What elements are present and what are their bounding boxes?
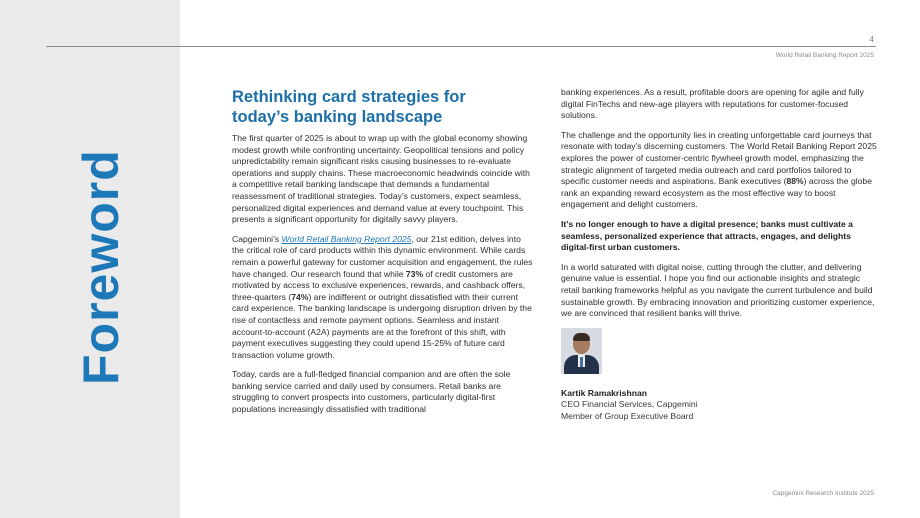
paragraph-4: banking experiences. As a result, profitable doors are opening for agile and fully digital FinTechs and new-age players with reputations for customer-focused solutions. (561, 87, 864, 121)
paragraph-5 (561, 130, 879, 211)
section-title-vertical: Foreword (73, 149, 129, 385)
stat-73: 73% (405, 268, 424, 279)
author-title: CEO Financial Services, Capgemini (561, 399, 698, 410)
author-name: Kartik Ramakrishnan (561, 387, 647, 398)
paragraph-2-text-d: ) are indifferent or outright dissatisfied with their current card experience. The banking landscape is undergoing disruption driven by the rise of contactless and remote payment options. Seamless and instant account-to-account (A2A) payments are at the forefront of this shift, with payment executives suggesting they could upend 15-25% of future card transaction volume growth. (232, 291, 532, 360)
paragraph-1: The first quarter of 2025 is about to wrap up with the global economy showing modest growth while confronting uncertainty. Geopolitical tensions and policy unpredictability remain significant risks causing businesses to re-evaluate operations and supply chains. These macroeconomic headwinds coincide with a competitive retail banking landscape that demands a fundamental reassessment of traditional strategies. Today’s customers, expect seamless, personalized digital experiences and demand value at every touchpoint. This presents a significant opportunity for digitally savvy players. (232, 133, 530, 225)
paragraph-3: Today, cards are a full-fledged financial companion and are often the sole banking service carried and daily used by consumers. Retail banks are struggling to convert prospects into customers, particularly digital-first populations increasingly dissatisfied with traditional (232, 369, 511, 415)
paragraph-2 (232, 234, 534, 362)
page-number: 4 (869, 35, 874, 44)
article-heading: Rethinking card strategies for today’s banking landscape (232, 88, 466, 126)
header-rule (46, 46, 876, 47)
highlight-paragraph: It’s no longer enough to have a digital presence; banks must cultivate a seamless, personalized experience that attracts, engages, and delights digital-first urban customers. (561, 218, 853, 253)
footer-credit: Capgemini Research Institute 2025 (772, 490, 874, 497)
stat-74: 74% (291, 291, 309, 302)
stat-88: 88% (786, 176, 804, 187)
paragraph-2-text-a: Capgemini’s (232, 233, 282, 244)
left-column (232, 87, 534, 424)
report-link[interactable]: World Retail Banking Report 2025 (281, 233, 412, 244)
paragraph-2-text-c: of credit customers are motivated by access to exclusive experiences, rewards, and cashback offers, three-quarters ( (232, 268, 526, 302)
paragraph-7: In a world saturated with digital noise, cutting through the clutter, and delivering genuine value is essential. I hope you find our actionable insights and strategic retail banking frameworks helpful as you navigate the current turbulence and build sustainable growth. By embracing innovation and prioritizing customer experience, we are convinced that resilient banks will thrive. (561, 261, 875, 319)
paragraph-2-text-b: , our 21st edition, delves into the critical role of card products within this dynamic environment. While cards remain a powerful gateway for customer acquisition and engagement, the rules have changed. Our research found that while (232, 233, 533, 279)
right-column (561, 87, 879, 422)
author-portrait (561, 328, 602, 374)
paragraph-5-text-a: The challenge and the opportunity lies in creating unforgettable card journeys that resonate with today’s discerning customers. The World Retail Banking Report 2025 explores the power of customer-centric flywheel growth model, emphasizing the strategic alignment of targeted media outreach and card portfolios tailored to specific customer needs and aspirations. Bank executives ( (561, 129, 877, 187)
author-role: Member of Group Executive Board (561, 410, 694, 421)
paragraph-5-text-b: ) across the globe rank an expanding reward ecosystem as the most effective way to boost engagement and delight customers. (561, 176, 872, 210)
report-name: World Retail Banking Report 2025 (775, 52, 874, 59)
